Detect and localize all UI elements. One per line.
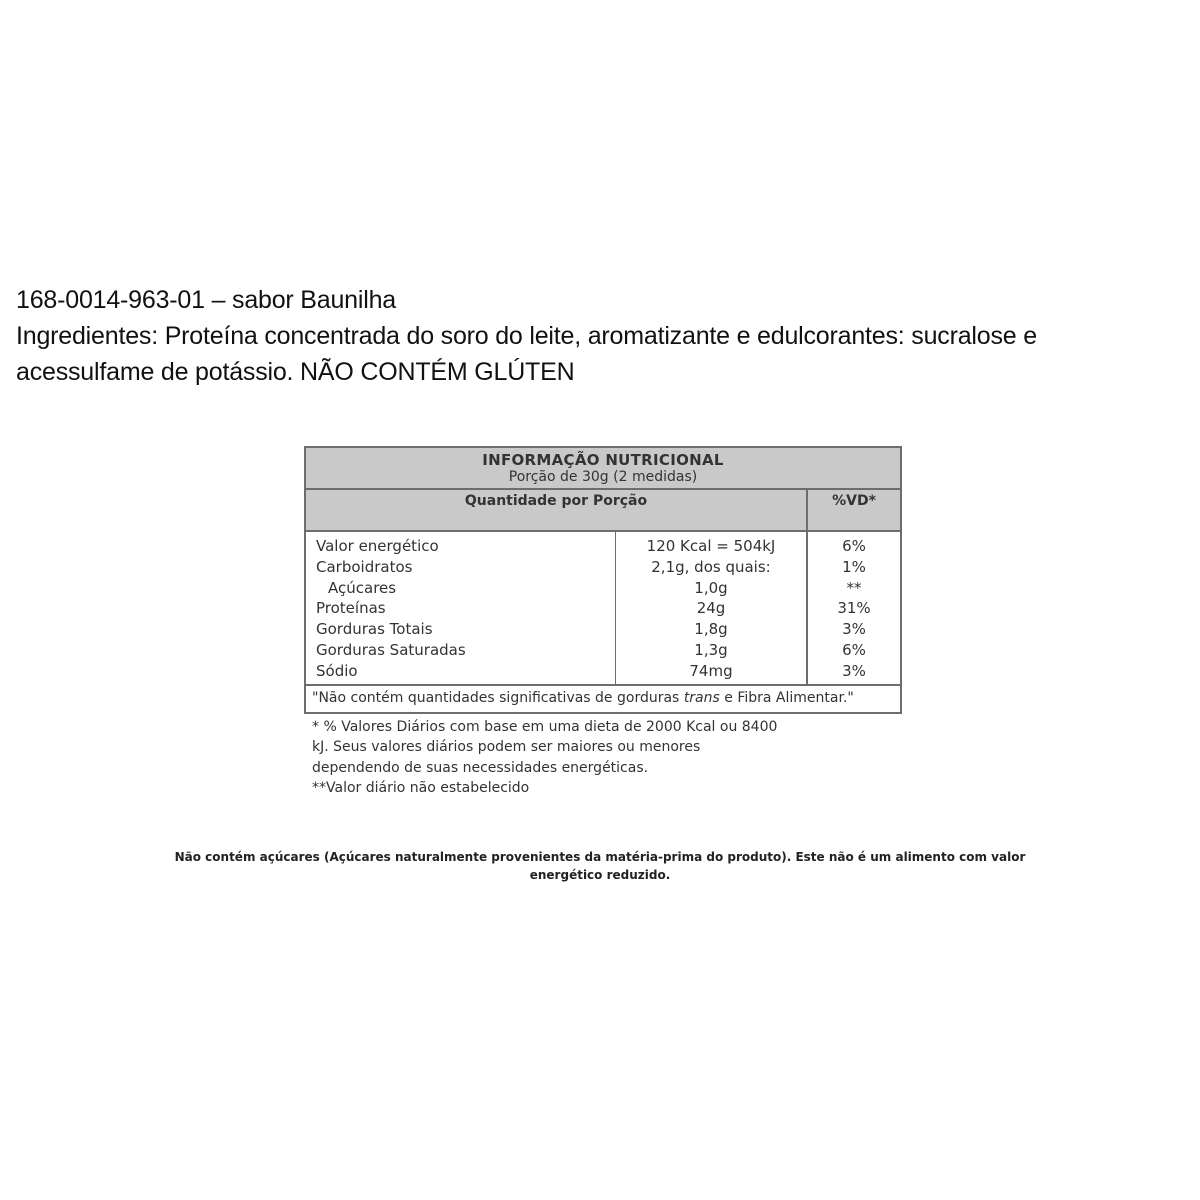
nutrient-amount-column xyxy=(616,532,808,684)
sugar-disclaimer-line-1: Não contém açúcares (Açúcares naturalmente provenientes da matéria-prima do produto). Este não é um alimento com valor xyxy=(174,850,1026,864)
nutrition-rows xyxy=(306,532,900,686)
nutrient-vd: 1% xyxy=(842,557,866,576)
nutrient-amount: 1,0g xyxy=(694,578,728,597)
note-text-italic: trans xyxy=(683,689,720,706)
nutrient-name: Sódio xyxy=(316,661,358,680)
nutrient-name: Gorduras Totais xyxy=(316,620,433,639)
nutrient-amount: 74mg xyxy=(689,661,733,680)
nutrient-vd: 3% xyxy=(842,661,866,680)
footnote-not-established: **Valor diário não estabelecido xyxy=(312,780,530,797)
nutrient-vd-column xyxy=(808,532,900,684)
nutrient-amount: 120 Kcal = 504kJ xyxy=(646,537,776,555)
nutrition-table xyxy=(304,446,902,714)
footnote-vd-line-3: dependendo de suas necessidades energéticas. xyxy=(312,759,649,776)
nutrient-amount: 2,1g, dos quais: xyxy=(651,557,771,576)
footnote-vd-line-2: kJ. Seus valores diários podem ser maiores ou menores xyxy=(312,739,701,756)
ingredients-line-2: acessulfame de potássio. NÃO CONTÉM GLÚTEN xyxy=(16,358,575,386)
nutrition-footnotes xyxy=(304,714,902,799)
footnote-vd-line-1: * % Valores Diários com base em uma dieta de 2000 Kcal ou 8400 xyxy=(312,718,778,735)
nutrition-facts xyxy=(304,446,902,799)
nutrient-name: Valor energético xyxy=(316,537,439,555)
sugar-disclaimer xyxy=(60,848,1140,884)
nutrient-name: Gorduras Saturadas xyxy=(316,640,466,659)
column-header-quantity: Quantidade por Porção xyxy=(306,490,808,530)
note-text-start: "Não contém quantidades significativas de gorduras xyxy=(312,689,684,706)
nutrient-name: Proteínas xyxy=(316,599,386,618)
nutrient-name: Carboidratos xyxy=(316,557,413,576)
nutrient-amount: 1,3g xyxy=(694,640,728,659)
nutrition-header xyxy=(306,448,900,490)
nutrition-portion: Porção de 30g (2 medidas) xyxy=(508,469,698,485)
nutrient-vd: 6% xyxy=(842,640,866,659)
nutrient-vd: ** xyxy=(846,578,862,597)
column-header-vd: %VD* xyxy=(832,493,876,509)
nutrient-amount: 1,8g xyxy=(694,620,728,639)
ingredients-line-1: Ingredientes: Proteína concentrada do soro do leite, aromatizante e edulcorantes: sucralose e xyxy=(16,322,1037,350)
product-description xyxy=(16,282,1196,390)
product-code-line: 168-0014-963-01 – sabor Baunilha xyxy=(16,286,397,314)
nutrient-amount: 24g xyxy=(696,599,726,618)
nutrient-name-column xyxy=(306,532,616,684)
sugar-disclaimer-line-2: energético reduzido. xyxy=(529,868,671,882)
note-text-end: e Fibra Alimentar." xyxy=(719,689,854,706)
nutrient-vd: 31% xyxy=(837,599,871,618)
nutrition-title: INFORMAÇÃO NUTRICIONAL xyxy=(482,451,724,469)
nutrition-note xyxy=(306,686,900,712)
nutrition-column-headers xyxy=(306,490,900,532)
nutrient-vd: 6% xyxy=(842,537,866,555)
nutrient-name: Açúcares xyxy=(328,578,397,597)
nutrient-vd: 3% xyxy=(842,620,866,639)
